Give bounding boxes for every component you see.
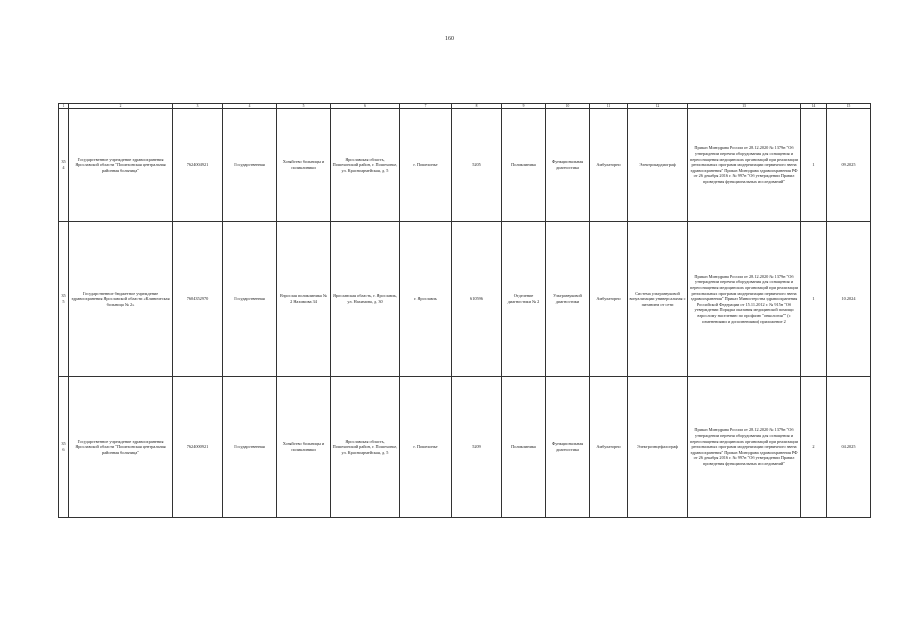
column-number: 3 (173, 104, 223, 109)
period: 09.2025 (827, 109, 871, 222)
ownership-form: Государственная (223, 377, 277, 518)
column-number: 4 (223, 104, 277, 109)
table-row (59, 377, 871, 518)
inn: 7624004921 (173, 109, 223, 222)
care-conditions: Амбулаторно (590, 377, 628, 518)
row-number: 355 (59, 222, 69, 377)
inn: 7624000921 (173, 377, 223, 518)
ownership-form: Государственная (223, 109, 277, 222)
equipment-name: Электроэнцефалограф (628, 377, 688, 518)
column-number: 6 (331, 104, 400, 109)
department: Отделение диагностики № 2 (502, 222, 546, 377)
locality: г. Пошехонье (400, 109, 452, 222)
profile: Функциональная диагностика (546, 377, 590, 518)
column-number: 14 (801, 104, 827, 109)
column-number: 13 (688, 104, 801, 109)
equipment-name: Электрокардиограф (628, 109, 688, 222)
column-number: 9 (502, 104, 546, 109)
address: Ярославская область, г. Ярославль, ул. Нахимова, д. 30 (331, 222, 400, 377)
table-row (59, 222, 871, 377)
column-number: 7 (400, 104, 452, 109)
quantity: 1 (801, 222, 827, 377)
code: 5209 (452, 377, 502, 518)
quantity: 2 (801, 377, 827, 518)
column-number: 12 (628, 104, 688, 109)
organization-name: Государственное бюджетное учреждение здравоохранения Ярославской области «Клиническая больница № 2» (69, 222, 173, 377)
column-number: 2 (69, 104, 173, 109)
subdivision: Взрослая поликлиника № 2 Нахимова 34 (277, 222, 331, 377)
equipment-name: Система ультразвуковой визуализации универсальная с питанием от сети (628, 222, 688, 377)
column-number: 8 (452, 104, 502, 109)
regulatory-basis: Приказ Минздрава России от 28.12.2020 № 1379н "Об утверждении перечня оборудования для оснащения и переоснащения медицинских организаций при реализации региональных программ модернизации первичного звена здравоохранения" Приказ Минздрава здравоохранения РФ от 26 декабря 2016 г. № 997н "Об утверждении Правил проведения функциональных исследований" (688, 109, 801, 222)
code: 5205 (452, 109, 502, 222)
quantity: 1 (801, 109, 827, 222)
care-conditions: Амбулаторно (590, 109, 628, 222)
regulatory-basis: Приказ Минздрава России от 28.12.2020 № 1379н "Об утверждении перечня оборудования для оснащения и переоснащения медицинских организаций при реализации региональных программ модернизации первичного звена здравоохранения" Приказ Министерства здравоохранения Российской Федерации от 15.11.2012 г. № 915н "Об утверждении Порядка оказания медицинской помощи взрослому населению по профилю "онкология"" (с изменениями и дополнениями) приложение 2 (688, 222, 801, 377)
column-number: 1 (59, 104, 69, 109)
profile: Ультразвуковой диагностики (546, 222, 590, 377)
care-conditions: Амбулаторно (590, 222, 628, 377)
column-number: 11 (590, 104, 628, 109)
locality: г. Ярославль (400, 222, 452, 377)
page-number: 160 (445, 36, 454, 42)
subdivision: Хозяйство больницы и поликлиники (277, 109, 331, 222)
department: Поликлиника (502, 109, 546, 222)
column-number: 5 (277, 104, 331, 109)
period: 04.2025 (827, 377, 871, 518)
inn: 7604352970 (173, 222, 223, 377)
column-number: 15 (827, 104, 871, 109)
subdivision: Хозяйство больницы и поликлиники (277, 377, 331, 518)
row-number: 354 (59, 109, 69, 222)
address: Ярославская область, Пошехонский район, г. Пошехонье, ул. Красноармейская, д. 5 (331, 377, 400, 518)
code: 610596 (452, 222, 502, 377)
column-number: 10 (546, 104, 590, 109)
organization-name: Государственное учреждение здравоохранения Ярославской области "Пошехонская центральная районная больница" (69, 109, 173, 222)
table-row (59, 109, 871, 222)
profile: Функциональная диагностика (546, 109, 590, 222)
period: 10.2024 (827, 222, 871, 377)
address: Ярославская область, Пошехонский район, г. Пошехонье, ул. Красноармейская, д. 5 (331, 109, 400, 222)
ownership-form: Государственная (223, 222, 277, 377)
department: Поликлиника (502, 377, 546, 518)
regulatory-basis: Приказ Минздрава России от 28.12.2020 № 1379н "Об утверждении перечня оборудования для оснащения и переоснащения медицинских организаций при реализации региональных программ модернизации первичного звена здравоохранения" Приказ Минздрава здравоохранения РФ от 26 декабря 2016 г. № 997н "Об утверждении Правил проведения функциональных исследований" (688, 377, 801, 518)
organization-name: Государственное учреждение здравоохранения Ярославской области "Пошехонская центральная районная больница" (69, 377, 173, 518)
row-number: 356 (59, 377, 69, 518)
locality: г. Пошехонье (400, 377, 452, 518)
equipment-registry-table (58, 103, 871, 518)
